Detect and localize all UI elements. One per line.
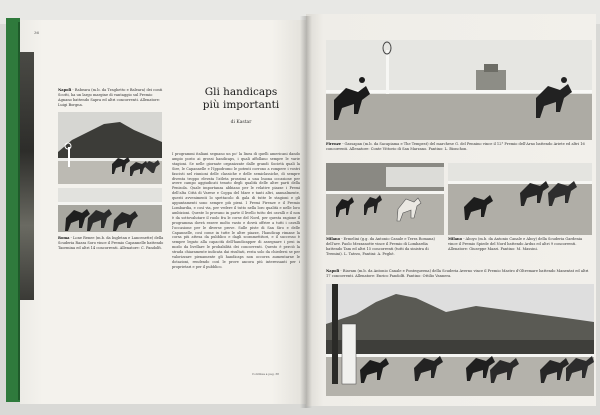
caption-firenze-label: Firenze (326, 142, 342, 146)
caption-firenze (326, 142, 592, 152)
caption-roma-text: - Lone Renee (m.b. da Ingletan e Lancenette) della Scuderia Razza Soro vince il Premio Capannelle battendo Taormina ed altri 14 concorrenti. Allenatore: C. Pandolfi. (58, 236, 164, 250)
caption-firenze-text: - Gassapan (m.b. da Sacapiama e The Tempest) del marchese G. del Pennino vince il 12° Premio dell'Arno battendo Ariete ed altri 16 concorrenti. Allenatore: Conte Vittorio di San Marzano. Fantino: L. Bionchon. (326, 142, 585, 151)
caption-milano-left-text: - Ermelini (g.g. da Antonio Canale e Terra Romana) dell'avv. Paolo Mezzanotte vince il Premio di Lombardia battendo Tam ed altri 15 concorrenti (tutti da sinistra di Tremini). L. Tatrzo, Fantini: A. Peghè. (326, 237, 435, 256)
article-title-line1: Gli handicaps (204, 86, 278, 98)
article-title-line2: più importanti (202, 99, 280, 111)
caption-milano-left-label: Milano (326, 237, 341, 241)
photo-firenze-race (326, 40, 592, 140)
caption-milano-left (326, 237, 444, 257)
article-footer: Continua a pag. 38 (252, 372, 279, 376)
photo-napoli-race (58, 112, 162, 184)
photo-milano-race-left (326, 163, 444, 235)
caption-milano-right-label: Milano (448, 237, 463, 241)
photo-roma-race (58, 188, 162, 232)
caption-napoli-text: - Rabeara (m.b. da Traghetto e Baleara) dei conti Scotti, ha un largo margine di vantaggio sul Premio Agnano battendo Sapra ed altri concorrenti. Allenatore: Luigi Borgna. (58, 88, 163, 107)
caption-napoli-bottom-text: - Riavam (m.b. da Antonio Canale e Pontequeena) della Scuderia Averno vince il Premio Mastro d'Oltremare battendo Manentat ed altri 17 concorrenti. Allenatore: Enrico Pandolfi. Fantino: Ottilio Vannera. (326, 269, 589, 278)
article-title (186, 86, 296, 112)
caption-roma (58, 236, 164, 251)
caption-napoli-bottom-label: Napoli (326, 269, 340, 273)
article-byline: di Kastar (230, 120, 252, 125)
photo-milano-race-right (448, 163, 592, 235)
caption-napoli-label: Napoli (58, 88, 72, 92)
caption-milano-right-text: - Aboyo (m.b. da Antonio Canale e Aboy) della Scuderia Gardenia vince il Premio Spiede del Nord battendo Ardus ed altri 9 concorrenti. Allenatore: Giuseppe Mazzi. Fantino: M. Massini. (448, 237, 583, 251)
caption-milano-right (448, 237, 592, 252)
book-gutter (300, 16, 312, 408)
photo-napoli-finish (326, 284, 594, 396)
facing-page-strip (20, 52, 34, 300)
caption-napoli-bottom (326, 269, 592, 279)
article-body: I programmi italiani segnano un po' la linea di quelli americani dando ampio posto ai grossi handicaps, i quali affollano sempre le varie stagioni. Se nelle giornate organizzate dalle grandi Società quali la Sire, le Capannelle e l'Ippodromo le potenti corrono a rompere i vostri fascisti nel riunioni delle classiche e delle semiclassiche, di sempre diventa troppo elevata l'atleta prossimi a una buona occasione per avere campo aggiudicati tenuto degli qualità delle altre parti della Penisola. Quale importanza abbiano per le relative piazze i Premi dell'alta Città di Varese e Coppa del Mare e tanti altri, annualmente, questi avvenimenti lo spettacolo di gala di tutte le stagioni e gli appuntamenti sono sempre più pieni. I Premi Firenze e il Premio Lombardia, e così via, per vedere il tutto nella loro qualità e nelle loro ambizioni. Queste lo provano in parte il livello tutto dei cavalli e il non è da sottovalutare il ruolo fra le corse del Nord, per questa ragione il programma dovrà essere molto vasto e dovrà offrire a tutti i cavalli l'occasione per le diverse prove. Sulle piste di San Siro e delle Capannelle, così come in tutte le altre piazze, l'handicap rimane la corsa più attesa da pubblico e dagli scommettitori, e il successo è sempre legato alla capacità dell'handicapper di assegnare i pesi in modo da livellare le probabilità dei concorrenti. Questo è perciò la strada chiaramente indicata dai risultati, resta solo da chiedersi se per valorizzare pienamente gli handicaps non occorra aumentarne le dotazioni, rendendo così le prove ancora più interessanti per i proprietari e per il pubblico. (172, 152, 300, 269)
page-number: 36 (34, 30, 40, 35)
caption-roma-label: Roma (58, 236, 70, 240)
caption-napoli (58, 88, 164, 108)
